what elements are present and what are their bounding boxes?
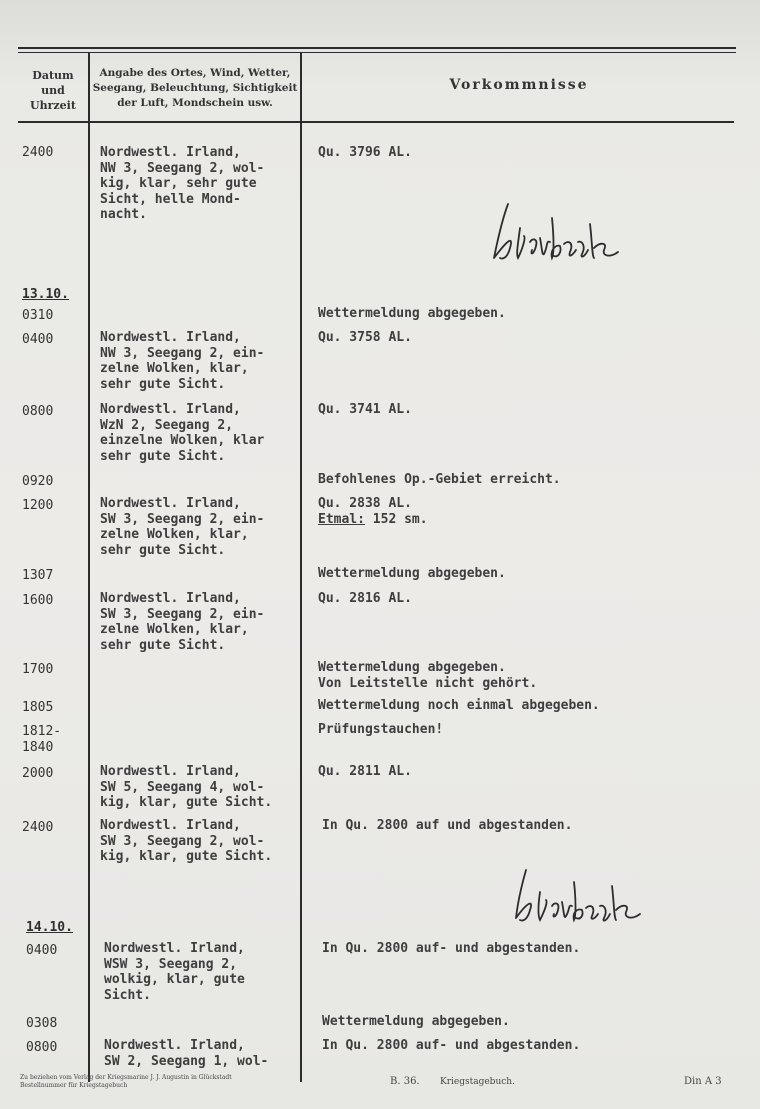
top-rule-thin bbox=[18, 52, 736, 53]
row-event: Qu. 2811 AL. bbox=[318, 764, 412, 779]
footer-title: Kriegstagebuch. bbox=[440, 1077, 515, 1087]
row-time: 0800 bbox=[22, 404, 54, 419]
etmal-value: 152 sm. bbox=[364, 512, 428, 527]
footer-form-number: B. 36. bbox=[390, 1076, 420, 1087]
header-bottom-rule bbox=[18, 121, 734, 123]
row-time: 1805 bbox=[22, 700, 54, 715]
row-event: Qu. 3758 AL. bbox=[318, 330, 412, 345]
row-time: 2400 bbox=[22, 145, 54, 160]
row-event: Befohlenes Op.-Gebiet erreicht. bbox=[318, 472, 561, 487]
row-time: 1600 bbox=[22, 593, 54, 608]
col1-divider bbox=[88, 52, 90, 1082]
row-event: Qu. 3741 AL. bbox=[318, 402, 412, 417]
header-date-time bbox=[20, 68, 86, 113]
row-location: Nordwestl. Irland, NW 3, Seegang 2, ein- zelne Wolken, klar, sehr gute Sicht. bbox=[100, 330, 265, 392]
row-event: Qu. 2838 AL. bbox=[318, 496, 412, 511]
row-event: In Qu. 2800 auf- und abgestanden. bbox=[322, 1038, 581, 1053]
row-time: 0800 bbox=[26, 1040, 58, 1055]
footer-imprint-line2: Bestellnummer für Kriegstagebuch bbox=[20, 1082, 128, 1089]
row-time: 0310 bbox=[22, 308, 54, 323]
footer-imprint-line1: Zu beziehen vom Verlag der Kriegsmarine J. J. Augustin in Glückstadt bbox=[20, 1074, 232, 1081]
row-location: Nordwestl. Irland, SW 5, Seegang 4, wol- kig, klar, gute Sicht. bbox=[100, 764, 273, 810]
date-14-10: 14.10. bbox=[26, 920, 73, 935]
row-location: Nordwestl. Irland, SW 3, Seegang 2, ein- zelne Wolken, klar, sehr gute Sicht. bbox=[100, 496, 265, 558]
row-event: Qu. 2816 AL. bbox=[318, 591, 412, 606]
row-event: Wettermeldung abgegeben. bbox=[322, 1014, 510, 1029]
header-location-line1: Angabe des Ortes, Wind, Wetter, bbox=[99, 67, 291, 79]
etmal-line bbox=[318, 512, 428, 528]
row-event: Qu. 3796 AL. bbox=[318, 145, 412, 160]
row-event: Wettermeldung abgegeben. bbox=[318, 306, 506, 321]
row-time: 0920 bbox=[22, 474, 54, 489]
row-event: Wettermeldung abgegeben. Von Leitstelle nicht gehört. bbox=[318, 660, 538, 691]
row-time: 2400 bbox=[22, 820, 54, 835]
row-time: 1200 bbox=[22, 498, 54, 513]
col2-divider bbox=[300, 52, 302, 1082]
row-time: 0400 bbox=[22, 332, 54, 347]
top-rule bbox=[18, 47, 736, 49]
row-event: In Qu. 2800 auf- und abgestanden. bbox=[322, 941, 581, 956]
date-13-10: 13.10. bbox=[22, 287, 69, 302]
header-date-label: Datum bbox=[32, 69, 74, 82]
header-location-weather bbox=[92, 66, 298, 111]
row-time: 1812- 1840 bbox=[22, 724, 62, 755]
row-time: 0308 bbox=[26, 1016, 58, 1031]
footer-din: Din A 3 bbox=[684, 1076, 722, 1087]
etmal-label: Etmal: bbox=[318, 512, 365, 527]
header-location-line3: der Luft, Mondschein usw. bbox=[117, 97, 273, 109]
header-events: Vorkommnisse bbox=[449, 77, 589, 93]
row-location: Nordwestl. Irland, NW 3, Seegang 2, wol- kig, klar, sehr gute Sicht, helle Mond- nacht. bbox=[100, 145, 265, 222]
row-location: Nordwestl. Irland, SW 3, Seegang 2, ein- zelne Wolken, klar, sehr gute Sicht. bbox=[100, 591, 265, 653]
footer-imprint bbox=[20, 1074, 350, 1090]
row-event: Prüfungstauchen! bbox=[318, 722, 444, 737]
row-time: 1700 bbox=[22, 662, 54, 677]
header-time-label: Uhrzeit bbox=[30, 99, 76, 112]
header-and-label: und bbox=[41, 84, 65, 97]
row-time: 1307 bbox=[22, 568, 54, 583]
row-location: Nordwestl. Irland, SW 2, Seegang 1, wol- bbox=[104, 1038, 269, 1069]
row-event: In Qu. 2800 auf und abgestanden. bbox=[322, 818, 573, 833]
row-location: Nordwestl. Irland, SW 3, Seegang 2, wol- kig, klar, gute Sicht. bbox=[100, 818, 273, 864]
row-event: Wettermeldung abgegeben. bbox=[318, 566, 506, 581]
header-location-line2: Seegang, Beleuchtung, Sichtigkeit bbox=[92, 82, 298, 94]
row-location: Nordwestl. Irland, WSW 3, Seegang 2, wolkig, klar, gute Sicht. bbox=[104, 941, 245, 1003]
commander-signature-1 bbox=[480, 198, 630, 270]
row-time: 2000 bbox=[22, 766, 54, 781]
row-event: Wettermeldung noch einmal abgegeben. bbox=[318, 698, 600, 713]
row-time: 0400 bbox=[26, 943, 58, 958]
row-location: Nordwestl. Irland, WzN 2, Seegang 2, einzelne Wolken, klar sehr gute Sicht. bbox=[100, 402, 265, 464]
commander-signature-2 bbox=[500, 866, 650, 930]
